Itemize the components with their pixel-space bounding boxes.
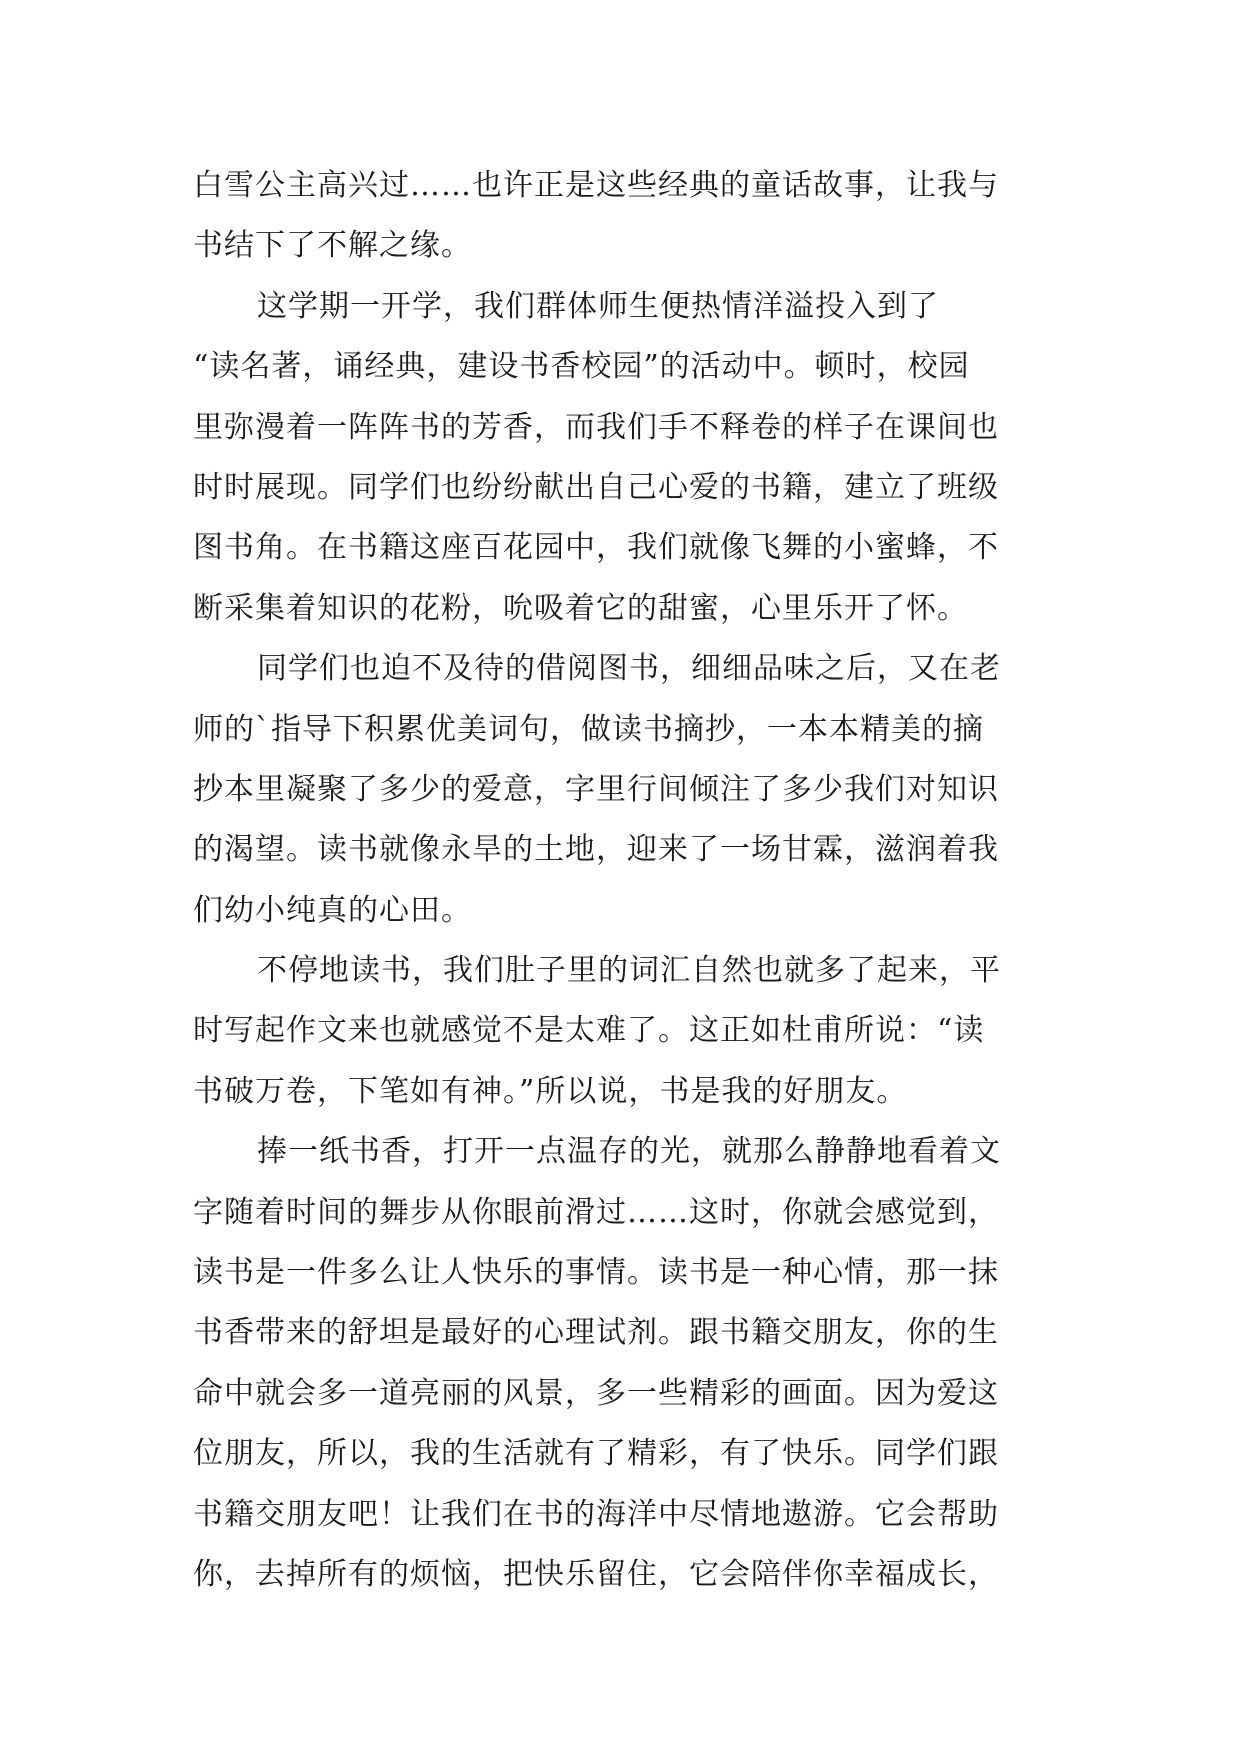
text-line: 书香带来的舒坦是最好的心理试剂。跟书籍交朋友，你的生: [193, 1315, 999, 1351]
text-line: 里弥漫着一阵阵书的芳香，而我们手不释卷的样子在课间也: [193, 409, 999, 445]
text-line: “读名著，诵经典，建设书香校园”的活动中。顿时，校园: [193, 349, 970, 385]
text-line: 图书角。在书籍这座百花园中，我们就像飞舞的小蜜蜂，不: [193, 530, 999, 566]
text-line: 不停地读书，我们肚子里的词汇自然也就多了起来，平: [257, 953, 1001, 989]
text-line: 的渴望。读书就像永旱的土地，迎来了一场甘霖，滋润着我: [193, 832, 999, 868]
text-line: 字随着时间的舞步从你眼前滑过……这时，你就会感觉到，: [193, 1194, 999, 1230]
text-line: 师的`指导下积累优美词句，做读书摘抄，一本本精美的摘: [193, 711, 984, 747]
text-line: 同学们也迫不及待的借阅图书，细细品味之后，又在老: [257, 651, 1001, 687]
text-line: 读书是一件多么让人快乐的事情。读书是一种心情，那一抹: [193, 1255, 999, 1291]
body-text: [193, 156, 1055, 1605]
text-line: 命中就会多一道亮丽的风景，多一些精彩的画面。因为爱这: [193, 1375, 999, 1411]
text-line: 时时展现。同学们也纷纷献出自己心爱的书籍，建立了班级: [193, 469, 999, 505]
text-line: 你，去掉所有的烦恼，把快乐留住，它会陪伴你幸福成长，: [193, 1556, 999, 1592]
text-line: 抄本里凝聚了多少的爱意，字里行间倾注了多少我们对知识: [193, 771, 999, 807]
text-line: 这学期一开学，我们群体师生便热情洋溢投入到了: [257, 288, 939, 324]
text-line: 书籍交朋友吧！让我们在书的海洋中尽情地遨游。它会帮助: [193, 1496, 999, 1532]
text-line: 书结下了不解之缘。: [193, 228, 472, 264]
text-line: 们幼小纯真的心田。: [193, 892, 472, 928]
text-line: 位朋友，所以，我的生活就有了精彩，有了快乐。同学们跟: [193, 1436, 999, 1472]
text-line: 书破万卷，下笔如有神。”所以说，书是我的好朋友。: [193, 1073, 908, 1109]
text-line: 时写起作文来也就感觉不是太难了。这正如杜甫所说：“读: [193, 1013, 985, 1049]
text-line: 断采集着知识的花粉，吮吸着它的甜蜜，心里乐开了怀。: [193, 590, 968, 626]
text-line: 捧一纸书香，打开一点温存的光，就那么静静地看着文: [257, 1134, 1001, 1170]
text-line: 白雪公主高兴过……也许正是这些经典的童话故事，让我与: [193, 168, 999, 203]
